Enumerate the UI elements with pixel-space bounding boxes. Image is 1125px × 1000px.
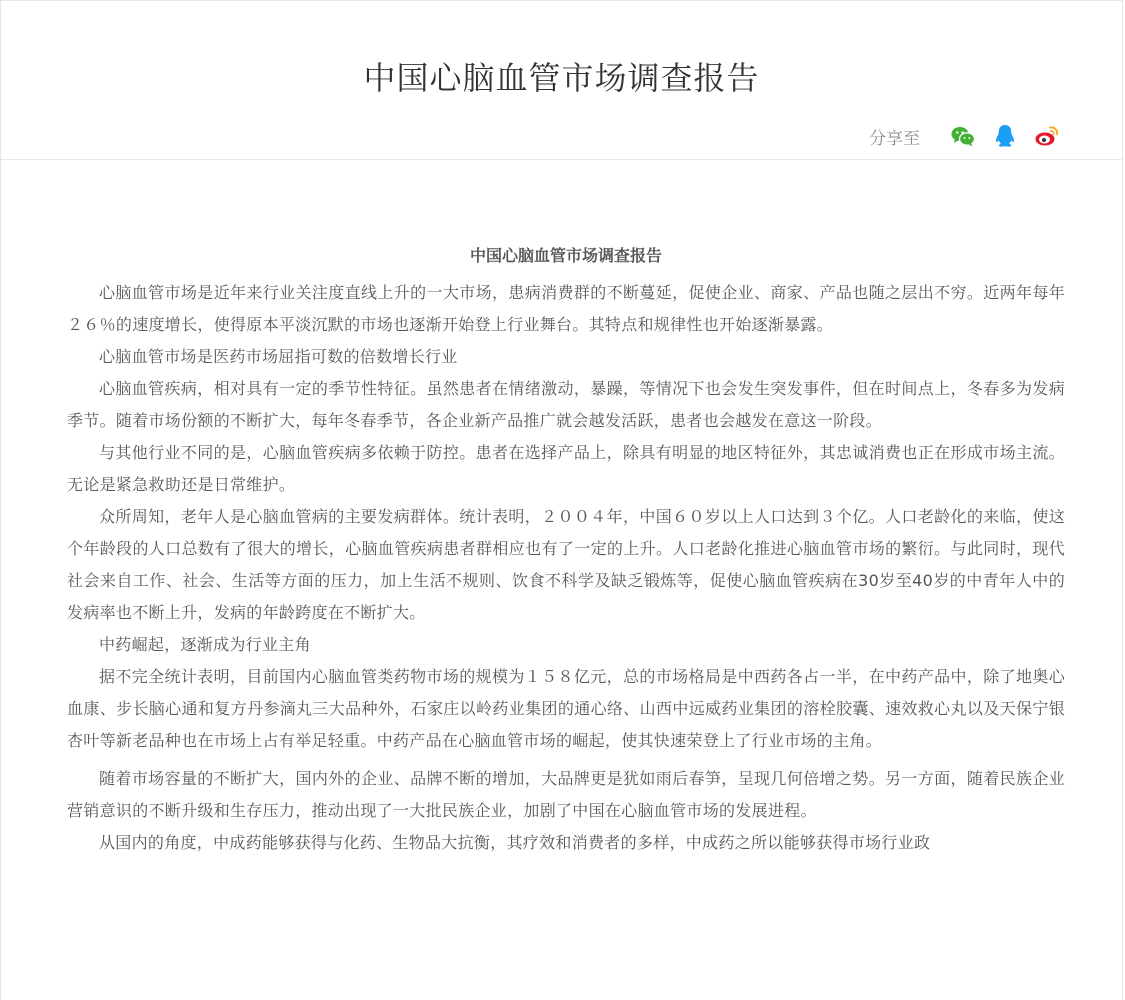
share-bar — [869, 121, 1060, 151]
article-paragraph: 从国内的角度，中成药能够获得与化药、生物品大抗衡，其疗效和消费者的多样，中成药之所以能够获得市场行业政 — [99, 833, 931, 852]
qq-icon[interactable] — [992, 123, 1018, 149]
page-title: 中国心脑血管市场调查报告 — [363, 59, 760, 97]
article-paragraph: 众所周知，老年人是心脑血管病的主要发病群体。统计表明，２００４年，中国６０岁以上人口达到３个亿。人口老龄化的来临，使这个年龄段的人口总数有了很大的增长，心脑血管疾病患者群相应也有了一定的上升。人口老龄化推进心脑血管市场的繁衍。与此同时，现代社会来自工作、社会、生活等方面的压力，加上生活不规则、饮食不科学及缺乏锻炼等，促使心脑血管疾病在30岁至40岁的中青年人中的发病率也不断上升，发病的年龄跨度在不断扩大。 — [67, 507, 1065, 622]
article-paragraph: 中药崛起，逐渐成为行业主角 — [99, 635, 311, 654]
article-paragraph: 随着市场容量的不断扩大，国内外的企业、品牌不断的增加，大品牌更是犹如雨后春笋，呈现几何倍增之势。另一方面，随着民族企业营销意识的不断升级和生存压力，推动出现了一大批民族企业，加剧了中国在心脑血管市场的发展进程。 — [67, 769, 1065, 820]
article-header — [1, 1, 1122, 160]
article-paragraph: 心脑血管市场是医药市场屈指可数的倍数增长行业 — [99, 347, 458, 366]
article-paragraph: 心脑血管疾病，相对具有一定的季节性特征。虽然患者在情绪激动，暴躁，等情况下也会发生突发事件，但在时间点上，冬春多为发病季节。随着市场份额的不断扩大，每年冬春季节，各企业新产品推广就会越发活跃，患者也会越发在意这一阶段。 — [67, 379, 1065, 430]
share-label: 分享至 — [869, 128, 920, 149]
article-paragraph: 据不完全统计表明，目前国内心脑血管类药物市场的规模为１５８亿元，总的市场格局是中西药各占一半，在中药产品中，除了地奥心血康、步长脑心通和复方丹参滴丸三大品种外，石家庄以岭药业集团的通心络、山西中远威药业集团的溶栓胶囊、速效救心丸以及天保宁银杏叶等新老品种也在市场上占有举足轻重。中药产品在心脑血管市场的崛起，使其快速荣登上了行业市场的主角。 — [67, 667, 1065, 750]
article-title: 中国心脑血管市场调查报告 — [469, 246, 662, 265]
article-paragraph: 心脑血管市场是近年来行业关注度直线上升的一大市场，患病消费群的不断蔓延，促使企业、商家、产品也随之层出不穷。近两年每年２６％的速度增长，使得原本平淡沉默的市场也逐渐开始登上行业舞台。其特点和规律性也开始逐渐暴露。 — [67, 283, 1065, 334]
article-body — [67, 241, 1065, 859]
article-paragraph: 与其他行业不同的是，心脑血管疾病多依赖于防控。患者在选择产品上，除具有明显的地区特征外，其忠诚消费也正在形成市场主流。无论是紧急救助还是日常维护。 — [67, 443, 1065, 494]
weibo-icon[interactable] — [1034, 123, 1060, 149]
wechat-icon[interactable] — [950, 123, 976, 149]
